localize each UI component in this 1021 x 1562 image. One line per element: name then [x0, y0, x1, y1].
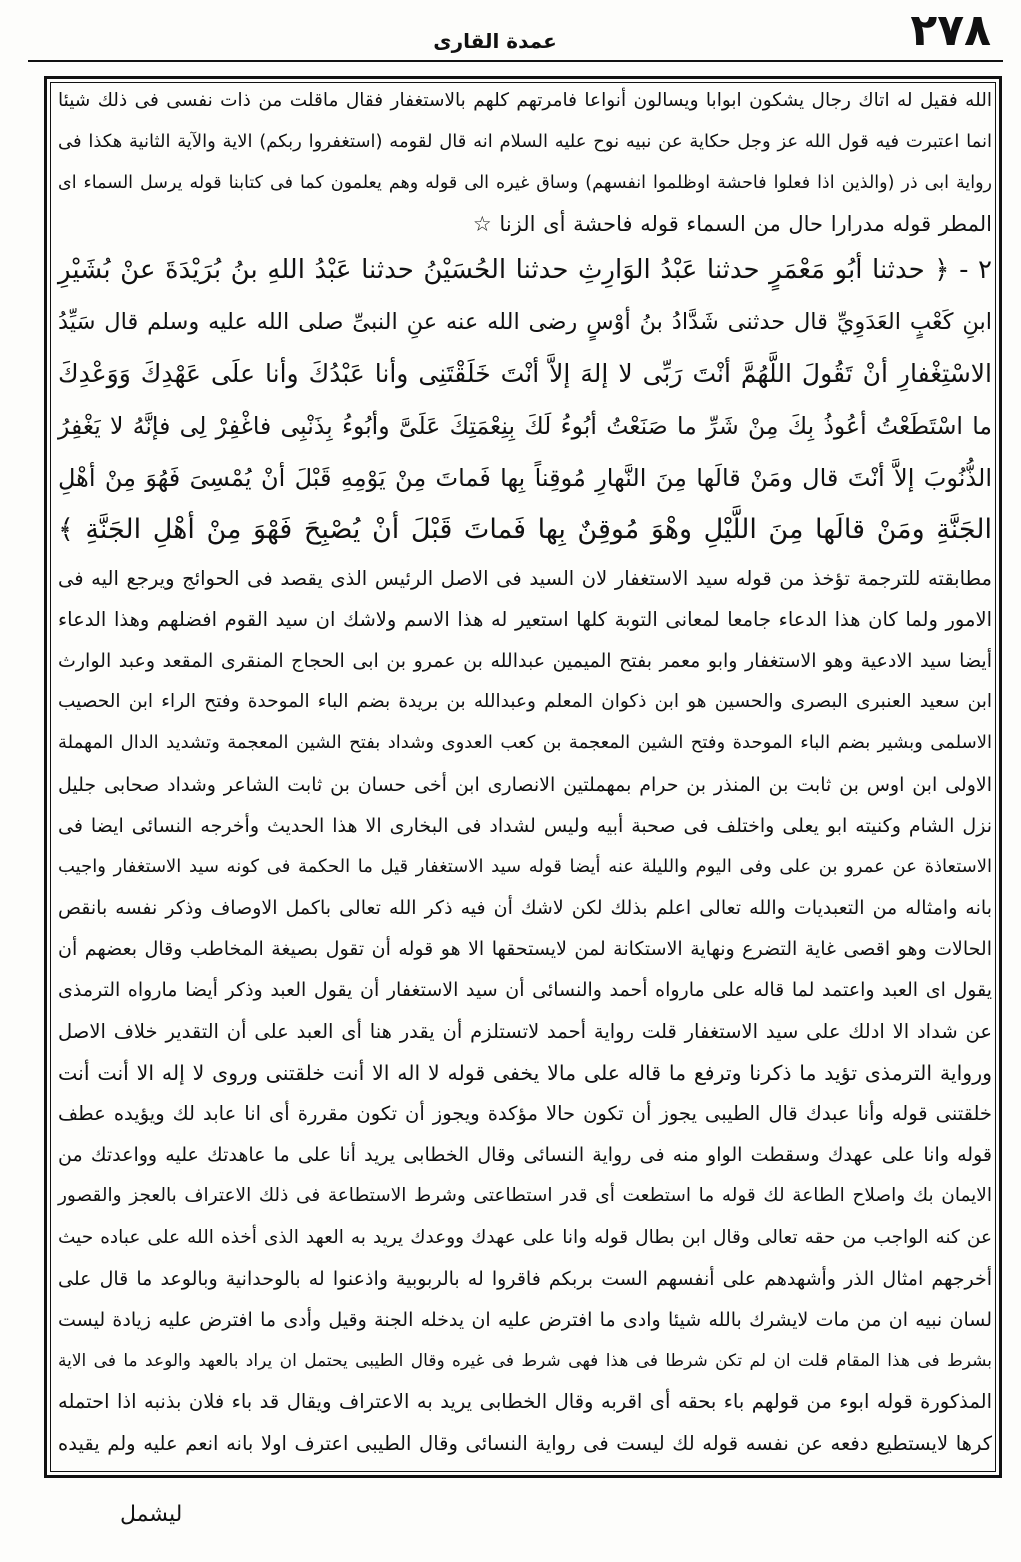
hadith-block	[58, 244, 992, 556]
commentary-line: لسان نبيه ان من مات لايشرك بالله شيئا وادى ما افترض عليه ان يدخله الجنة وقيل وأدى ما افترض عليه زيادة ليست	[58, 1308, 992, 1331]
commentary-line: خلقتنى قوله وأنا عبدك قال الطيبى يجوز أن تكون حالا مؤكدة ويجوز أن تكون مقررة أى انا عابد لك ويؤيده عطف	[58, 1102, 992, 1126]
commentary-line: المذكورة قوله ابوء من قولهم باء بحقه أى اقربه وقال الخطابى يريد به الاعتراف ويقال قد باء فلان بذنبه اذا احتمله	[58, 1390, 992, 1414]
commentary-line: الاولى ابن اوس بن ثابت بن المنذر بن حرام بمهملتين الانصارى ابن أخى حسان بن ثابت الشاعر وشداد صحابى جليل	[58, 773, 992, 796]
commentary-line: الحالات وهو اقصى غاية التضرع ونهاية الاستكانة لمن لايستحقها الا هو قوله أن تقول بصيغة المخاطب وقال بعضهم أن	[58, 938, 992, 961]
commentary-line: مطابقته للترجمة تؤخذ من قوله سيد الاستغفار لان السيد فى الاصل الرئيس الذى يقصد فى الحوائج ويرجع اليه فى	[58, 566, 992, 590]
commentary-line: قوله وانا على عهدك وسقطت الواو منه فى رواية النسائى وقال الخطابى يريد أنا على ما عاهدتك عليه وواعدتك من	[58, 1144, 992, 1167]
intro-line: الله فقيل له اتاك رجال يشكون ابوابا ويسالون أنواعا فامرتهم كلهم بالاستغفار فقال ماقلت من ذات نفسى فى ذلك شيئا	[58, 89, 992, 111]
intro-paragraph	[58, 80, 992, 244]
intro-line: انما اعتبرت فيه قول الله عز وجل حكاية عن نبيه نوح عليه السلام انه قال لقومه (استغفروا ربكم) الاية والآية الثانية هكذا فى	[58, 130, 992, 152]
commentary-line: الايمان بك واصلاح الطاعة لك قوله ما استطعت أى قدر استطاعتى وشرط الاستطاعة فى ذلك الاعتراف بالعجز والقصور	[58, 1185, 992, 1207]
hadith-line: ما اسْتَطَعْتُ أعُوذُ بِكَ مِنْ شَرِّ ما صَنَعْتُ أبُوءُ لَكَ بِنِعْمَتِكَ عَلَىَّ وأبُوءُ بِذَنْبِى فاغْفِرْ لِى فإنَّهُ لا يَغْفِرُ	[58, 412, 992, 440]
hadith-line: الجَنَّةِ ومَنْ قالَها مِنَ اللَّيْلِ وهْوَ مُوقِنٌ بِها فَماتَ قَبْلَ أنْ يُصْبِحَ فَهْوَ مِنْ أهْلِ الجَنَّةِ ﴾	[58, 514, 992, 545]
commentary-line: ابن سعيد العنبرى البصرى والحسين هو ابن ذكوان المعلم وعبدالله بن بريدة بضم الباء الموحدة وفتح الراء ابن الحصيب	[58, 691, 992, 713]
running-title: عمدة القارى	[433, 29, 557, 53]
commentary-line: أيضا سيد الادعية وهو الاستغفار وابو معمر بفتح الميمين عبدالله بن عمرو بن ابى الحجاج المنقرى المقعد وعبد الوارث	[58, 649, 992, 672]
hadith-line: ابنِ كَعْبٍ العَدَوِيِّ قال حدثنى شَدَّادُ بنُ أوْسٍ رضى الله عنه عنِ النبىِّ صلى الله عليه وسلم قال سَيِّدُ	[58, 309, 992, 335]
commentary-line: بانه وامثاله من التعبديات والله تعالى اعلم بذلك لكن لاشك أن فيه ذكر الله تعالى باكمل الاوصاف وذكر نفسه بانقص	[58, 897, 992, 920]
catchword: ليشمل	[120, 1502, 183, 1527]
intro-line: رواية ابى ذر (والذين اذا فعلوا فاحشة اوظلموا انفسهم) وساق غيره الى قوله وهم يعلمون كما فى كتابنا قوله يرسل السماء اى	[58, 172, 992, 193]
commentary-line: عن شداد الا ادلك على سيد الاستغفار قلت رواية أحمد لاتستلزم أن يقدر هنا أى العبد على أن التقدير خلاف الاصل	[58, 1019, 992, 1043]
page-number: ۲۷۸	[910, 5, 991, 56]
hadith-line: الاسْتِغْفارِ أنْ تَقُولَ اللَّهُمَّ أنْتَ رَبِّى لا إلهَ إلاَّ أنْتَ خَلَقْتَنِى وأنا عَبْدُكَ وأنا علَى عَهْدِكَ وَوَعْدِكَ	[58, 359, 992, 388]
commentary-line: عن كنه الواجب من حقه تعالى وقال ابن بطال قوله وانا على عهدك ووعدك يريد به العهد الذى أخذه الله على عباده حيث	[58, 1226, 992, 1248]
commentary-line: يقول اى العبد واعتمد لما قاله على مارواه أحمد والنسائى أن سيد الاستغفار أن يقول العبد وذكر أيضا مارواه الترمذى	[58, 979, 992, 1002]
hadith-line: الذُّنُوبَ إلاَّ أنْتَ قال ومَنْ قالَها مِنَ النَّهارِ مُوقِناً بِها فَماتَ مِنْ يَوْمِهِ قَبْلَ أنْ يُمْسِىَ فَهُوَ مِنْ أهْلِ	[58, 464, 992, 492]
intro-line: المطر قوله مدرارا حال من السماء قوله فاحشة أى الزنا ☆	[472, 211, 992, 236]
commentary-line: بشرط فى هذا المقام قلت ان لم تكن شرطا فى هذا فهى شرط فى غيره وقال الطيبى يحتمل ان يراد بالعهد والوعد ما فى الاية	[58, 1351, 992, 1372]
commentary-line: أخرجهم امثال الذر وأشهدهم على أنفسهم الست بربكم فاقروا له بالربوبية واذعنوا له بالوحدانية وبالوعد ما قال على	[58, 1267, 992, 1290]
commentary-block	[58, 558, 992, 1464]
hadith-line: ۲ - ﴿ حدثنا أبُو مَعْمَرٍ حدثنا عَبْدُ الوَارِثِ حدثنا الحُسَيْنُ حدثنا عَبْدُ اللهِ بنُ بُرَيْدَةَ عنْ بُشَيْرِ	[58, 255, 992, 285]
commentary-line: نزل الشام وكنيته ابو يعلى واختلف فى صحبة أبيه وليس لشداد فى البخارى الا هذا الحديث وأخرجه النسائى ايضا فى	[58, 814, 992, 837]
commentary-line: ورواية الترمذى تؤيد ما ذكرنا وترفع ما قاله على مالا يخفى قوله لا اله الا أنت خلقتنى وروى لا إله الا أنت أنت	[58, 1060, 992, 1085]
commentary-line: الاستعاذة عن عمرو بن على وفى اليوم والليلة عنه أيضا قوله سيد الاستغفار قيل ما الحكمة فى كونه سيد الاستغفار واجيب	[58, 855, 992, 877]
commentary-line: الامور ولما كان هذا الدعاء جامعا لمعانى التوبة كلها استعير له هذا الاسم ولاشك ان سيد القوم افضلهم وهذا الدعاء	[58, 607, 992, 631]
commentary-line: كرها لايستطيع دفعه عن نفسه قوله لك ليست فى رواية النسائى وقال الطيبى اعترف اولا بانه انعم عليه ولم يقيده	[58, 1431, 992, 1455]
header-rule	[28, 60, 1003, 62]
commentary-line: الاسلمى وبشير بضم الباء الموحدة وفتح الشين المعجمة بن كعب العدوى وشداد بفتح الشين المعجمة وتشديد الدال المهملة	[58, 732, 992, 754]
